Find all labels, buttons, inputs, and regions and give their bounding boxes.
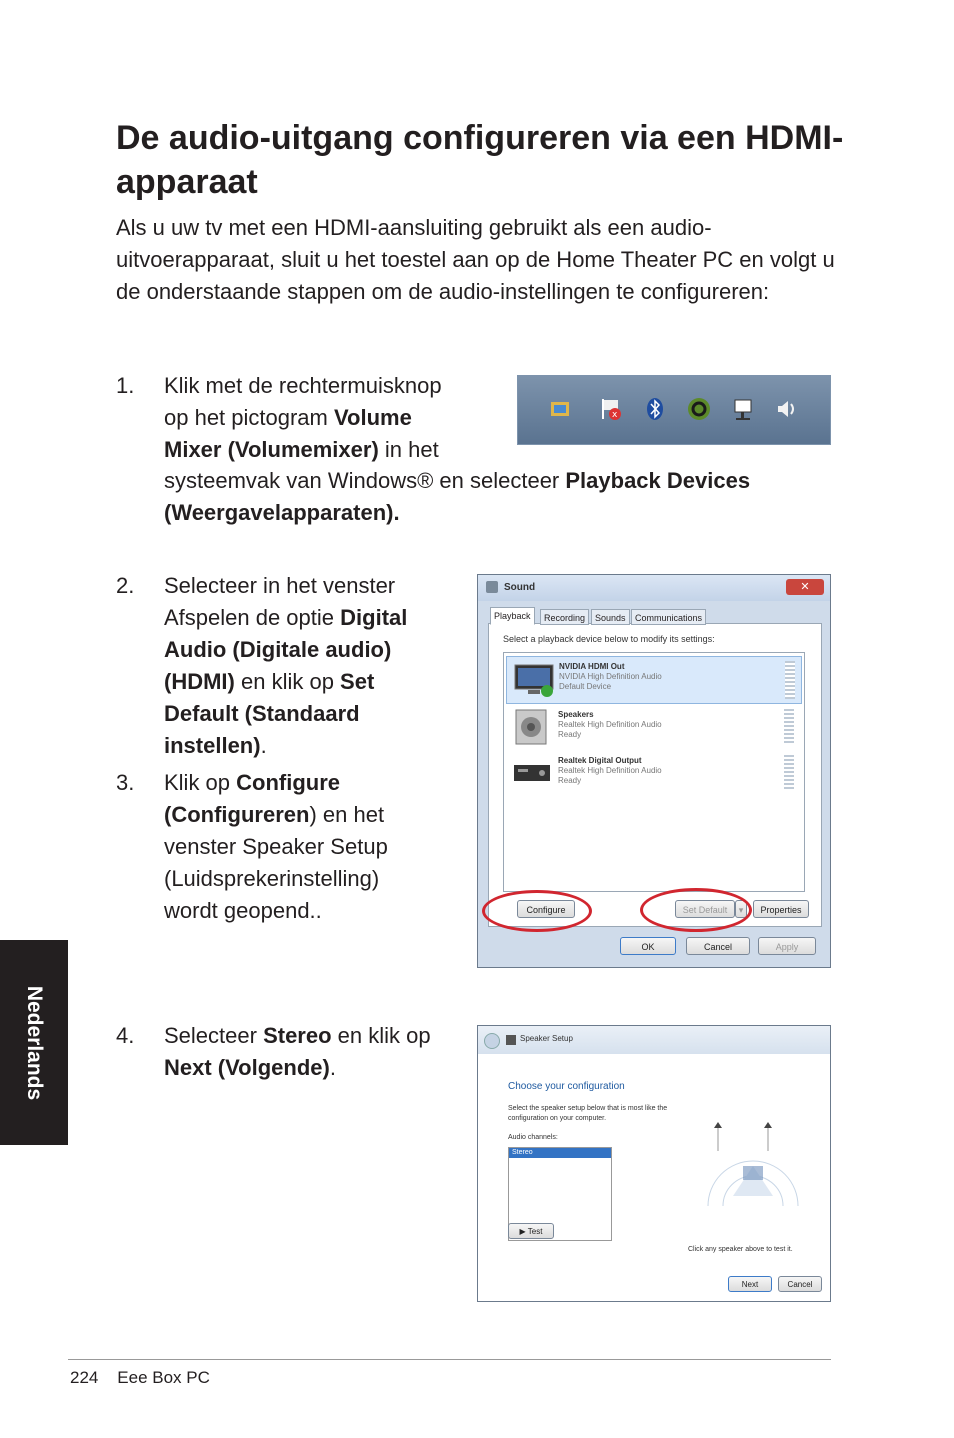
speaker-device-icon xyxy=(514,709,548,745)
back-arrow-icon[interactable] xyxy=(484,1033,500,1049)
speaker-diagram xyxy=(688,1106,808,1216)
close-button[interactable]: ✕ xyxy=(786,579,824,595)
sound-dialog-title: Sound xyxy=(504,582,536,593)
speaker-setup-title: Speaker Setup xyxy=(520,1034,573,1043)
channel-option-stereo[interactable]: Stereo xyxy=(509,1148,611,1158)
step-4-number: 4. xyxy=(116,1023,135,1048)
test-button[interactable]: ▶ Test xyxy=(508,1223,554,1239)
step-1-number: 1. xyxy=(116,373,135,398)
device-list xyxy=(503,652,805,892)
language-label: Nederlands xyxy=(23,985,46,1100)
device-row-hdmi[interactable] xyxy=(506,656,802,704)
page-title: De audio-uitgang configureren via een HDMI-apparaat xyxy=(116,119,844,201)
tab-sounds[interactable]: Sounds xyxy=(591,609,630,625)
monitor-icon xyxy=(513,663,555,697)
system-tray-screenshot xyxy=(517,375,831,445)
action-center-flag-icon xyxy=(598,396,624,422)
intro-paragraph: Als u uw tv met een HDMI-aansluiting gebruikt als een audio-uitvoerapparaat, sluit u het toestel aan op de Home Theater PC en volgt u de onderstaande stappen om de audio-instellingen te configureren: xyxy=(116,215,835,304)
set-default-button[interactable]: Set Default xyxy=(675,900,735,918)
playback-instruction: Select a playback device below to modify its settings: xyxy=(503,634,715,644)
ok-button[interactable]: OK xyxy=(620,937,676,955)
bluetooth-icon xyxy=(642,396,668,422)
configure-button[interactable]: Configure xyxy=(517,900,575,918)
nvidia-icon xyxy=(686,396,712,422)
playback-panel xyxy=(488,623,822,927)
footer-divider xyxy=(68,1359,831,1360)
left-speaker-icon[interactable] xyxy=(714,1122,722,1128)
device-row-digital[interactable] xyxy=(506,751,800,795)
speaker-icon xyxy=(486,581,498,593)
product-name: Eee Box PC xyxy=(117,1368,210,1387)
language-side-tab xyxy=(0,940,68,1145)
cancel-button[interactable]: Cancel xyxy=(686,937,750,955)
next-button[interactable]: Next xyxy=(728,1276,772,1292)
tab-communications[interactable]: Communications xyxy=(631,609,706,625)
network-icon xyxy=(548,396,574,422)
step-4-text: Selecteer Stereo en klik op Next (Volgende). xyxy=(164,1023,431,1080)
cancel-button[interactable]: Cancel xyxy=(778,1276,822,1292)
speaker-setup-titlebar xyxy=(478,1026,830,1054)
page-number: 224 xyxy=(70,1368,99,1387)
device-info-hdmi: NVIDIA HDMI Out NVIDIA High Definition Audio Default Device xyxy=(559,662,662,691)
highlight-circle-configure xyxy=(482,890,592,932)
footer xyxy=(70,1368,210,1388)
right-speaker-icon[interactable] xyxy=(764,1122,772,1128)
tab-recording[interactable]: Recording xyxy=(540,609,589,625)
speaker-icon xyxy=(506,1035,516,1045)
digital-output-icon xyxy=(512,759,552,787)
device-row-speakers[interactable] xyxy=(506,705,800,749)
device-info-digital: Realtek Digital Output Realtek High Definition Audio Ready xyxy=(558,756,662,785)
step-3-text: Klik op Configure (Configureren) en het venster Speaker Setup (Luidsprekerinstelling) wordt geopend.. xyxy=(164,770,388,923)
device-info-speakers: Speakers Realtek High Definition Audio Ready xyxy=(558,710,662,739)
network-monitor-icon xyxy=(730,396,756,422)
svg-text:x: x xyxy=(612,410,618,420)
properties-button[interactable]: Properties xyxy=(753,900,809,918)
highlight-circle-set-default xyxy=(640,888,752,932)
step-2-number: 2. xyxy=(116,573,135,598)
apply-button[interactable]: Apply xyxy=(758,937,816,955)
volume-icon xyxy=(774,396,800,422)
speaker-setup-heading: Choose your configuration xyxy=(508,1081,625,1092)
tab-playback[interactable]: Playback xyxy=(490,607,535,625)
speaker-test-hint: Click any speaker above to test it. xyxy=(688,1246,793,1253)
step-2-text: Selecteer in het venster Afspelen de optie Digital Audio (Digitale audio) (HDMI) en klik op Set Default (Standaard instellen). xyxy=(164,573,408,758)
level-meter xyxy=(784,755,794,791)
step-3-number: 3. xyxy=(116,770,135,795)
level-meter xyxy=(784,709,794,745)
step-1-text-cont: systeemvak van Windows® en selecteer Playback Devices (Weergavelapparaten). xyxy=(164,468,751,525)
sound-dialog-titlebar xyxy=(478,575,830,601)
level-meter xyxy=(785,661,795,699)
step-1-text: Klik met de rechtermuisknop op het pictogram Volume Mixer (Volumemixer) in het xyxy=(164,373,442,462)
set-default-dropdown[interactable]: ▾ xyxy=(735,900,747,918)
speaker-setup-instruction: Select the speaker setup below that is most like the configuration on your computer. xyxy=(508,1105,668,1122)
audio-channels-label: Audio channels: xyxy=(508,1134,558,1141)
speaker-setup-screenshot xyxy=(477,1025,831,1302)
